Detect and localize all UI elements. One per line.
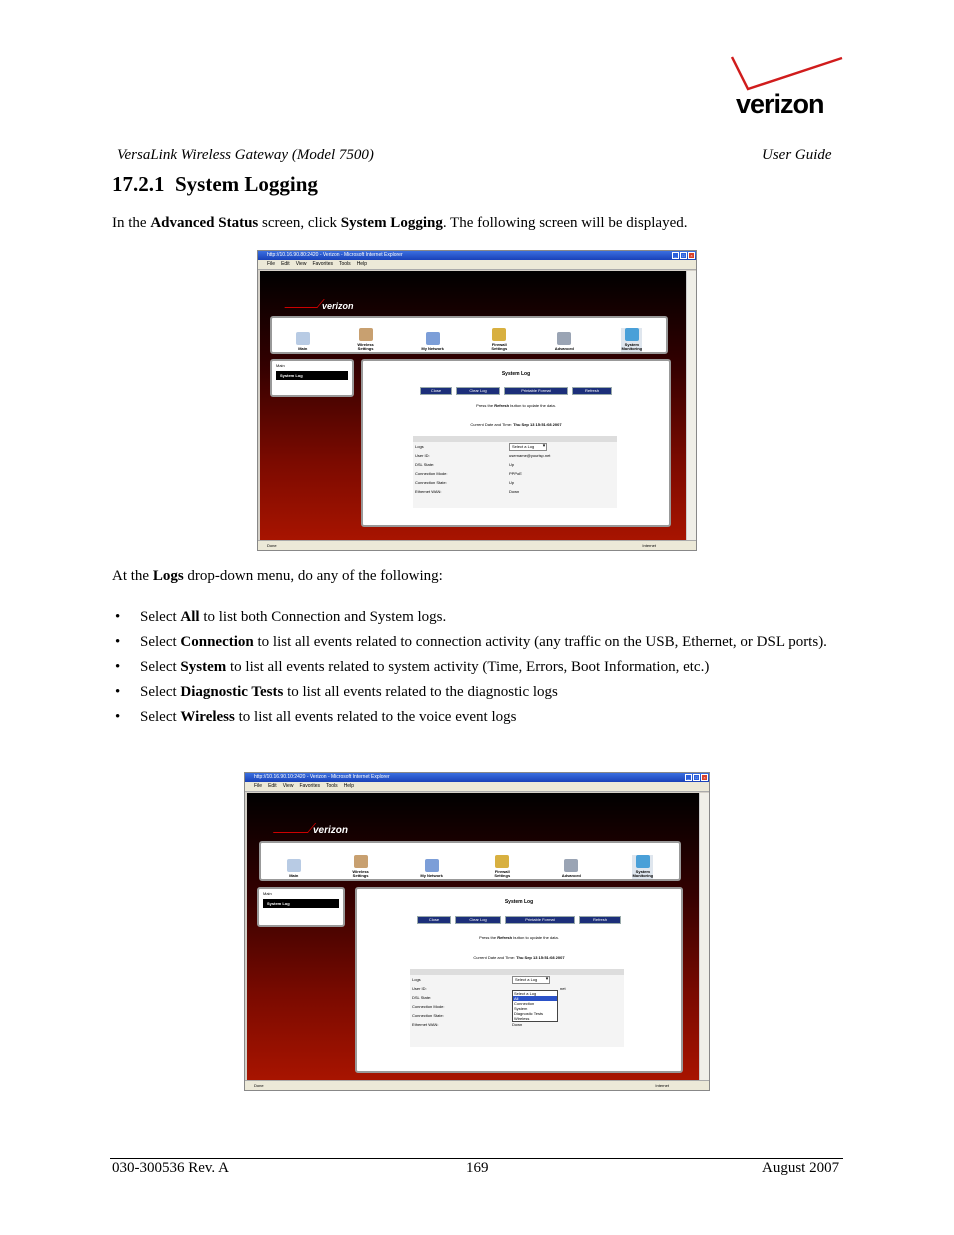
menu-favorites[interactable]: Favorites (299, 783, 320, 789)
dropdown-option[interactable]: All (513, 996, 557, 1001)
printer-icon (564, 859, 578, 872)
minimize-icon[interactable]: _ (685, 774, 692, 781)
menu-tools[interactable]: Tools (326, 783, 338, 789)
close-icon[interactable]: × (701, 774, 708, 781)
window-title: http://10.16.90.80:2420 - Verizon - Microsoft Internet Explorer (258, 251, 696, 260)
menu-file[interactable]: File (254, 783, 263, 789)
nav-main[interactable]: Main (296, 332, 310, 352)
table-row: DSL State: Up (415, 462, 515, 467)
refresh-button[interactable]: Refresh (579, 916, 621, 924)
network-icon (426, 332, 440, 345)
status-table (413, 436, 617, 508)
intro-paragraph (112, 215, 688, 232)
table-row: Connection State: (412, 1013, 444, 1018)
refresh-note: Press the Refresh button to update the data. (476, 403, 556, 408)
table-row: Logs Select a Log ▾ (413, 442, 617, 451)
maximize-icon[interactable]: □ (680, 252, 687, 259)
calendar-icon (287, 859, 301, 872)
section-number: 17.2.1 (112, 172, 165, 196)
table-row: User ID: net (412, 986, 566, 991)
nav-my-network[interactable]: My Network (421, 332, 443, 352)
firewall-icon (492, 328, 506, 341)
system-log-panel (355, 887, 683, 1073)
network-icon (425, 859, 439, 872)
router-icon (359, 328, 373, 341)
menu-bar (258, 260, 696, 270)
printable-format-button[interactable]: Printable Format (505, 916, 575, 924)
button-row (357, 916, 681, 924)
scrollbar[interactable] (699, 793, 709, 1081)
table-row: Logs Select a Log ▾ (410, 975, 624, 984)
current-date-time: Current Date and Time: Thu Sep 13 15:51:08 2007 (470, 422, 562, 427)
menu-bar (245, 782, 709, 792)
menu-help[interactable]: Help (356, 261, 367, 267)
nav-advanced[interactable]: Advanced (562, 859, 581, 879)
window-title: http://10.16.90.10:2420 - Verizon - Microsoft Internet Explorer (245, 773, 709, 782)
side-menu (257, 887, 345, 927)
top-nav (270, 316, 668, 354)
menu-help[interactable]: Help (343, 783, 354, 789)
logs-select[interactable]: Select a Log ▾ (509, 443, 547, 451)
intro-bold: Advanced Status (150, 215, 259, 231)
screenshot-logs-dropdown (244, 772, 710, 1091)
menu-edit[interactable]: Edit (281, 261, 290, 267)
side-item-main[interactable]: Main (263, 891, 272, 896)
footer-doc-number: 030-300536 Rev. A (112, 1160, 229, 1176)
clear-log-button[interactable]: Clear Log (456, 387, 500, 395)
refresh-note: Press the Refresh button to update the data. (479, 935, 559, 940)
clear-log-button[interactable]: Clear Log (455, 916, 501, 924)
table-row: DSL State: (412, 995, 432, 1000)
nav-system-monitoring[interactable]: System Monitoring (621, 328, 642, 352)
menu-edit[interactable]: Edit (268, 783, 277, 789)
table-row: Connection State: Up (415, 480, 515, 485)
dropdown-option[interactable]: Wireless (514, 1016, 530, 1021)
list-item: • Select Diagnostic Tests to list all events related to the diagnostic logs (115, 684, 558, 700)
side-menu (270, 359, 354, 397)
menu-tools[interactable]: Tools (339, 261, 351, 267)
close-icon[interactable]: × (688, 252, 695, 259)
printable-format-button[interactable]: Printable Format (504, 387, 568, 395)
printer-icon (557, 332, 571, 345)
intro-text: . The following screen will be displayed. (442, 215, 688, 231)
logs-dropdown-list (512, 990, 558, 1022)
status-zone: Internet (642, 543, 656, 548)
table-row: Connection Mode: (412, 1004, 445, 1009)
close-button[interactable]: Close (417, 916, 451, 924)
dropdown-option[interactable]: Diagnostic Tests (514, 1011, 544, 1016)
verizon-logo (728, 55, 844, 125)
intro-text: In the (112, 215, 151, 231)
status-zone: Internet (655, 1083, 669, 1088)
panel-title: System Log (501, 371, 531, 377)
logs-text: At the (112, 568, 153, 584)
nav-firewall-settings[interactable]: Firewall Settings (494, 855, 510, 879)
nav-my-network[interactable]: My Network (420, 859, 442, 879)
screenshot-system-log (257, 250, 697, 551)
minimize-icon[interactable]: _ (672, 252, 679, 259)
side-item-system-log[interactable]: System Log (263, 899, 339, 908)
list-item: • Select Wireless to list all events related to the voice event logs (115, 709, 517, 725)
nav-wireless-settings[interactable]: Wireless Settings (357, 328, 373, 352)
dropdown-option[interactable]: Select a Log (514, 991, 537, 996)
verizon-brand: verizon (313, 825, 349, 836)
product-name: VersaLink Wireless Gateway (Model 7500) (117, 147, 374, 163)
refresh-button[interactable]: Refresh (572, 387, 612, 395)
options-list (112, 608, 832, 733)
calendar-icon (296, 332, 310, 345)
nav-main[interactable]: Main (287, 859, 301, 879)
menu-favorites[interactable]: Favorites (312, 261, 333, 267)
status-bar: Done (258, 540, 696, 550)
window-controls (672, 252, 695, 259)
browser-content (247, 793, 699, 1081)
verizon-check-icon (273, 823, 316, 833)
list-item: • Select System to list all events related to system activity (Time, Errors, Boot Information, etc.) (115, 659, 710, 675)
list-item: • Select All to list both Connection and System logs. (115, 609, 447, 625)
nav-system-monitoring[interactable]: System Monitoring (632, 855, 653, 879)
table-row: User ID: username@yourisp.net (415, 453, 551, 458)
guide-label: User Guide (762, 147, 832, 163)
status-bar: Done (245, 1080, 709, 1090)
browser-content (260, 271, 686, 541)
table-row: Ethernet WAN: Down (415, 489, 520, 494)
intro-text: screen, click (258, 215, 341, 231)
system-log-panel (361, 359, 671, 527)
maximize-icon[interactable]: □ (693, 774, 700, 781)
verizon-check-icon (284, 299, 325, 308)
intro-bold: System Logging (340, 215, 443, 231)
nav-wireless-settings[interactable]: Wireless Settings (352, 855, 368, 879)
monitor-icon (636, 855, 650, 868)
monitor-icon (625, 328, 639, 341)
scrollbar[interactable] (686, 271, 696, 541)
verizon-brand: verizon (322, 301, 354, 311)
logs-bold: Logs (152, 568, 184, 584)
menu-view[interactable]: View (295, 261, 307, 267)
panel-title: System Log (504, 899, 534, 905)
footer-page-number: 169 (466, 1160, 489, 1176)
footer-date: August 2007 (762, 1160, 840, 1176)
footer-divider (110, 1158, 843, 1159)
logo-text: verizon (736, 89, 824, 119)
dropdown-option[interactable]: Connection (514, 1001, 535, 1006)
menu-view[interactable]: View (282, 783, 294, 789)
button-row (363, 387, 669, 395)
logs-text: drop-down menu, do any of the following: (183, 568, 443, 584)
dropdown-option[interactable]: System (514, 1006, 528, 1011)
window-controls (685, 774, 708, 781)
side-item-main[interactable]: Main (276, 363, 285, 368)
logs-select[interactable]: Select a Log ▾ (512, 976, 550, 984)
section-title: System Logging (175, 172, 318, 196)
status-table (410, 969, 624, 1047)
current-date-time: Current Date and Time: Thu Sep 13 15:51:08 2007 (473, 955, 565, 960)
list-item: • Select Connection to list all events related to connection activity (any traffic on the USB, Ethernet, or DSL ports). (115, 634, 827, 650)
close-button[interactable]: Close (420, 387, 452, 395)
top-nav (259, 841, 681, 881)
side-item-system-log[interactable]: System Log (276, 371, 348, 380)
table-row: Ethernet WAN: Down (412, 1022, 523, 1027)
table-row: Connection Mode: PPPoE (415, 471, 522, 476)
firewall-icon (495, 855, 509, 868)
nav-firewall-settings[interactable]: Firewall Settings (491, 328, 507, 352)
section-heading (112, 172, 318, 197)
menu-file[interactable]: File (267, 261, 276, 267)
logs-paragraph (112, 568, 443, 585)
nav-advanced[interactable]: Advanced (555, 332, 574, 352)
router-icon (354, 855, 368, 868)
